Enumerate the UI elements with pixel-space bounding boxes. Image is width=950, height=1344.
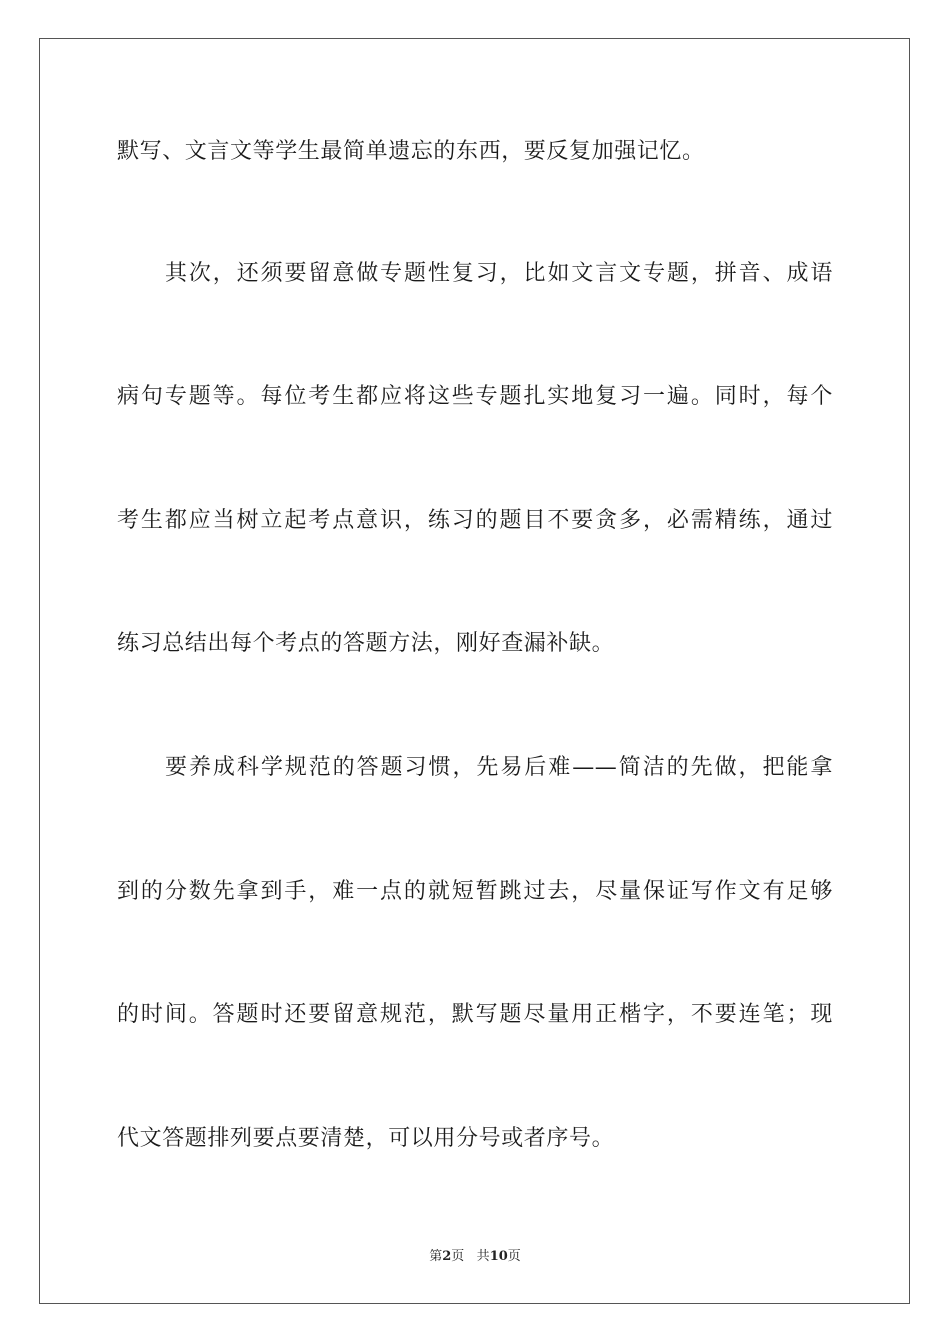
body-line-1: 默写、文言文等学生最简单遗忘的东西，要反复加强记忆。 — [117, 139, 705, 164]
body-line-4: 考生都应当树立起考点意识，练习的题目不要贪多，必需精练，通过 — [117, 508, 833, 533]
page-number: 2 — [442, 1249, 452, 1264]
body-line-9: 代文答题排列要点要清楚，可以用分号或者序号。 — [117, 1126, 615, 1151]
page-footer — [0, 1248, 950, 1266]
body-line-2: 其次，还须要留意做专题性复习，比如文言文专题，拼音、成语 — [165, 261, 833, 286]
body-line-7: 到的分数先拿到手，难一点的就短暂跳过去，尽量保证写作文有足够 — [117, 879, 833, 904]
page-label-suffix: 页 — [451, 1249, 465, 1264]
body-line-3: 病句专题等。每位考生都应将这些专题扎实地复习一遍。同时，每个 — [117, 384, 833, 409]
body-line-6: 要养成科学规范的答题习惯，先易后难——简洁的先做，把能拿 — [165, 755, 833, 780]
body-line-8: 的时间。答题时还要留意规范，默写题尽量用正楷字，不要连笔；现 — [117, 1002, 833, 1027]
page-label-prefix: 第 — [429, 1249, 443, 1264]
total-label-prefix: 共 — [476, 1249, 490, 1264]
body-line-5: 练习总结出每个考点的答题方法，刚好查漏补缺。 — [117, 631, 615, 656]
page-border — [39, 38, 910, 1304]
total-label-suffix: 页 — [507, 1249, 521, 1264]
total-pages: 10 — [489, 1249, 508, 1264]
